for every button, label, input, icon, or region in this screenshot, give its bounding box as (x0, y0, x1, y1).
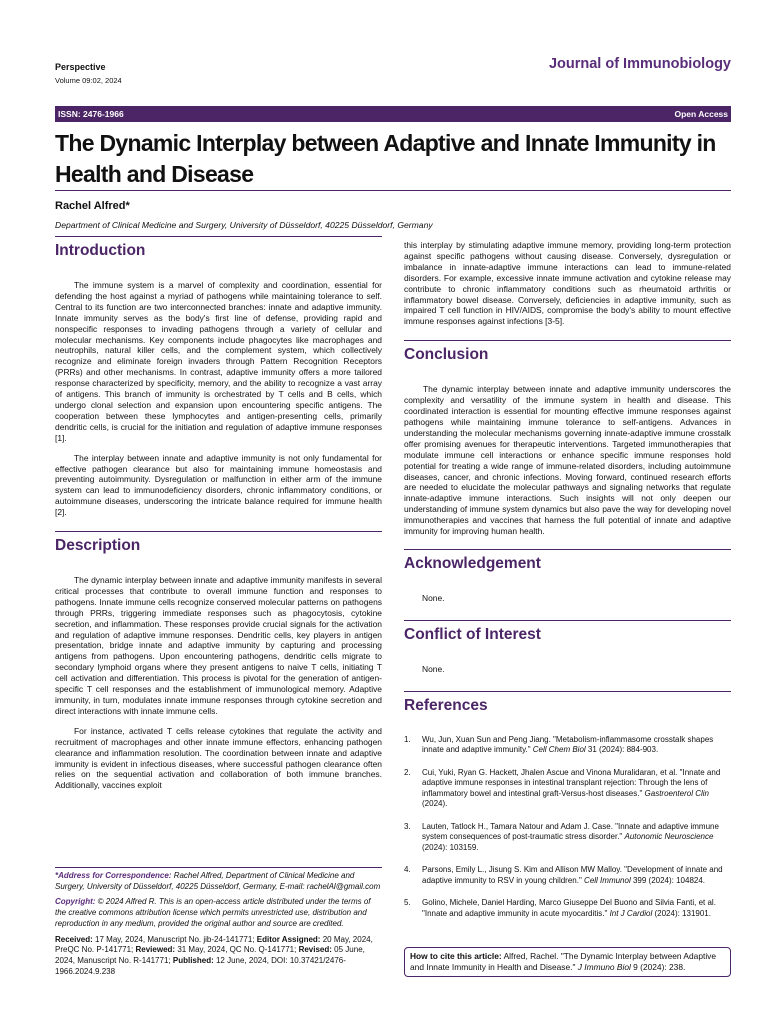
conclusion-paragraph: The dynamic interplay between innate and adaptive immunity underscores the complexity and versatility of the immune system in health and disease. This coordinated interaction is essential for mounting effective immune responses against pathogens while maintaining immune tolerance to self-antigens. Advances in understanding the molecular mechanisms governing innate-adaptive immune crosstalk offer promising avenues for therapeutic interventions. Targeted immunotherapies that modulate immune cell interactions or enhance specific immune responses hold potential for treating a wide range of immune-related disorders, including autoimmune diseases, cancer, and chronic infections. Moving forward, continued research efforts are needed to elucidate the molecular pathways and signaling networks that regulate innate-adaptive immune interactions. Such insights will not only deepen our understanding of immune system dynamics but also pave the way for developing novel immunotherapies and vaccines that harness the full potential of innate and adaptive immunity for improving human health. (404, 384, 731, 537)
description-paragraph: For instance, activated T cells release cytokines that regulate the activity and recruitment of macrophages and other innate immune effectors, enhancing pathogen clearance and inflammation resolution. The coordination between innate and adaptive immunity is evident in infectious diseases, where successful pathogen clearance often relies on the sequential activation and collaboration of both immune branches. Additionally, vaccines exploit (55, 725, 382, 791)
copyright-label: Copyright: (55, 897, 96, 907)
reference-number: 4. (404, 865, 411, 875)
revised-label: Revised: (298, 945, 332, 955)
citation-journal: J Immuno Biol (577, 962, 631, 972)
intro-paragraph: The immune system is a marvel of complexity and coordination, essential for defending the host against a myriad of pathogens while maintaining tolerance to self. Central to its function are two interconnected branches: innate and adaptive immunity. Innate immunity serves as the body's first line of defense, providing rapid and nonspecific responses to invading pathogens through a variety of cellular and molecular mechanisms. Key components include phagocytes like macrophages and neutrophils, natural killer cells, and the complement system, which collectively recognize and eliminate foreign invaders through Pattern Recognition Receptors (PRRs) and other mechanisms. In contrast, adaptive immunity offers a more tailored response characterized by specificity, memory, and the ability to recognize a vast array of antigens. This branch of immunity is orchestrated by T cells and B cells, which undergo clonal selection and expansion upon encountering specific antigens. The cooperation between these lymphocytes and antigen-presenting cells, primarily dendritic cells, is crucial for the initiation and regulation of adaptive immune responses [1]. (55, 280, 382, 443)
reference-text: Cui, Yuki, Ryan G. Hackett, Jhalen Ascue and Vinona Muralidaran, et al. "Innate and adaptive immune responses in intestinal transplant rejection: Through the lens of inflammatory bowel and intestinal graft-Versus-host diseases." (422, 767, 721, 798)
right-column (404, 240, 731, 931)
citation-box (404, 947, 731, 977)
received-date: 17 May, 2024, Manuscript No. jib-24-141771; (95, 934, 255, 944)
reference-item (404, 822, 731, 854)
description-heading: Description (55, 531, 382, 561)
correspondence-text: Rachel Alfred, Department of Clinical Medicine and Surgery, University of Düsseldorf, 40225 Düsseldorf, Germany, E-mail: rachelAl@gmail.com (55, 871, 381, 891)
open-access-label: Open Access (674, 109, 728, 119)
doi: DOI: 10.37421/2476-1966.2024.9.238 (55, 955, 346, 976)
volume-info: Volume 09:02, 2024 (55, 76, 122, 85)
reference-text: Parsons, Emily L., Jisung S. Kim and Allison MW Malloy. "Development of innate and adaptive immunity to RSV in young children." (422, 865, 723, 885)
dates-note (55, 935, 382, 978)
article-title: The Dynamic Interplay between Adaptive and Innate Immunity in Health and Disease (55, 130, 716, 187)
citation-details: 9 (2024): 238. (633, 962, 686, 972)
correspondence-label: *Address for Correspondence: (55, 871, 172, 880)
conclusion-heading: Conclusion (404, 340, 731, 370)
reference-number: 3. (404, 821, 411, 831)
issn-bar (55, 106, 731, 122)
revised-date: 05 June, 2024, Manuscript No. R-141771; (55, 945, 365, 965)
conflict-heading: Conflict of Interest (404, 620, 731, 650)
reference-details: (2024): 103159. (422, 842, 479, 852)
acknowledgement-text: None. (422, 592, 445, 603)
reference-item (404, 735, 731, 756)
reference-details: (2024). (422, 799, 448, 809)
header-left (55, 62, 122, 85)
reference-number: 5. (404, 898, 411, 908)
correspondence-note (55, 871, 382, 892)
reviewed-label: Reviewed: (135, 945, 176, 955)
copyright-note (55, 897, 382, 929)
published-date: 12 June, 2024, (215, 955, 269, 965)
reference-journal: Cell Chem Biol (532, 745, 586, 755)
reference-list (404, 735, 731, 920)
introduction-heading: Introduction (55, 236, 382, 266)
journal-name: Journal of Immunobiology (548, 56, 731, 72)
reference-journal: Int J Cardiol (609, 908, 653, 918)
article-type: Perspective (55, 62, 106, 72)
reference-details: 399 (2024): 104824. (632, 875, 706, 885)
reference-details: 31 (2024): 884-903. (587, 745, 659, 755)
editor-date: 20 May, 2024, PreQC No. P-141771; (55, 934, 373, 955)
editor-label: Editor Assigned: (256, 934, 321, 944)
description-paragraph: The dynamic interplay between innate and adaptive immunity manifests in several critical processes that contribute to overall immune function and responses to pathogens. Innate immune cells recognize conserved molecular patterns on pathogens through PRRs, triggering immediate responses such as phagocytosis, cytokine secretion, and inflammation. These responses provide crucial signals for the activation and regulation of adaptive immune responses. Dendritic cells, key players in antigen presentation, bridge innate and adaptive immunity by capturing and processing antigens from pathogens. Upon encountering pathogens, dendritic cells migrate to secondary lymphoid organs where they present antigens to naive T cells, initiating T cell activation and differentiation. This process is pivotal for the generation of antigen-specific T cell responses and the establishment of immunological memory. Adaptive immunity, in turn, modulates innate immune responses through cytokine secretion and direct interactions with innate immune cells. (55, 575, 382, 716)
reference-journal: Autonomic Neuroscience (624, 832, 714, 842)
author-name: Rachel Alfred* (55, 200, 130, 212)
reference-text: Wu, Jun, Xuan Sun and Peng Jiang. "Metabolism-inflammasome crosstalk shapes innate and adaptive immunity." (422, 734, 714, 755)
published-label: Published: (172, 955, 214, 965)
reference-journal: Cell Immunol (584, 875, 631, 885)
references-heading: References (404, 691, 731, 721)
citation-label: How to cite this article: (410, 951, 502, 961)
reference-text: Golino, Michele, Daniel Harding, Marco Giuseppe Del Buono and Silvia Fanti, et al. "Innate and adaptive immunity in acute myocarditis." (422, 898, 716, 918)
reference-item (404, 898, 731, 919)
reference-item (404, 768, 731, 810)
reference-text: Lauten, Tatlock H., Tamara Natour and Adam J. Case. "Innate and adaptive immune system consequences of post-traumatic stress disorder." (422, 821, 719, 842)
reference-number: 2. (404, 767, 411, 777)
copyright-text: © 2024 Alfred R. This is an open-access article distributed under the terms of the creative commons attribution license which permits unrestricted use, distribution and reproduction in any medium, provided the original author and source are credited. (55, 897, 371, 928)
reference-item (404, 865, 731, 886)
title-divider (55, 190, 731, 191)
received-label: Received: (55, 934, 93, 944)
reference-journal: Gastroenterol Clin (644, 788, 709, 798)
left-column (55, 236, 382, 791)
continuation-paragraph: this interplay by stimulating adaptive immune memory, providing long-term protection against specific pathogens without causing disease. Conversely, dysregulation or imbalance in innate-adaptive immune interactions can lead to immune-related disorders. For example, excessive innate immune activation and cytokine release may contribute to chronic inflammatory conditions such as rheumatoid arthritis or inflammatory bowel disease. Conversely, deficiencies in adaptive immunity, such as impaired T cell function in HIV/AIDS, compromise the body's ability to mount effective immune responses against infections [3-5]. (404, 240, 731, 327)
intro-paragraph: The interplay between innate and adaptive immunity is not only fundamental for effective pathogen clearance but also for maintaining immune homeostasis and preventing autoimmunity. Dysregulation or malfunction in either arm of the immune system can lead to immunodeficiency disorders, chronic inflammatory conditions, or autoimmune diseases, underscoring the intricate balance required for immune health [2]. (55, 452, 382, 518)
reference-number: 1. (404, 734, 411, 744)
acknowledgement-heading: Acknowledgement (404, 549, 731, 579)
conflict-text: None. (422, 663, 445, 674)
citation-text: Alfred, Rachel. "The Dynamic Interplay between Adaptive and Innate Immunity in Health and Disease." (410, 951, 717, 972)
footnote (55, 867, 382, 977)
reviewed-date: 31 May, 2024, QC No. Q-141771; (177, 945, 297, 955)
reference-details: (2024): 131901. (654, 908, 711, 918)
issn: ISSN: 2476-1966 (58, 109, 124, 119)
author-affiliation: Department of Clinical Medicine and Surgery, University of Düsseldorf, 40225 Düsseldorf, Germany (55, 220, 433, 230)
